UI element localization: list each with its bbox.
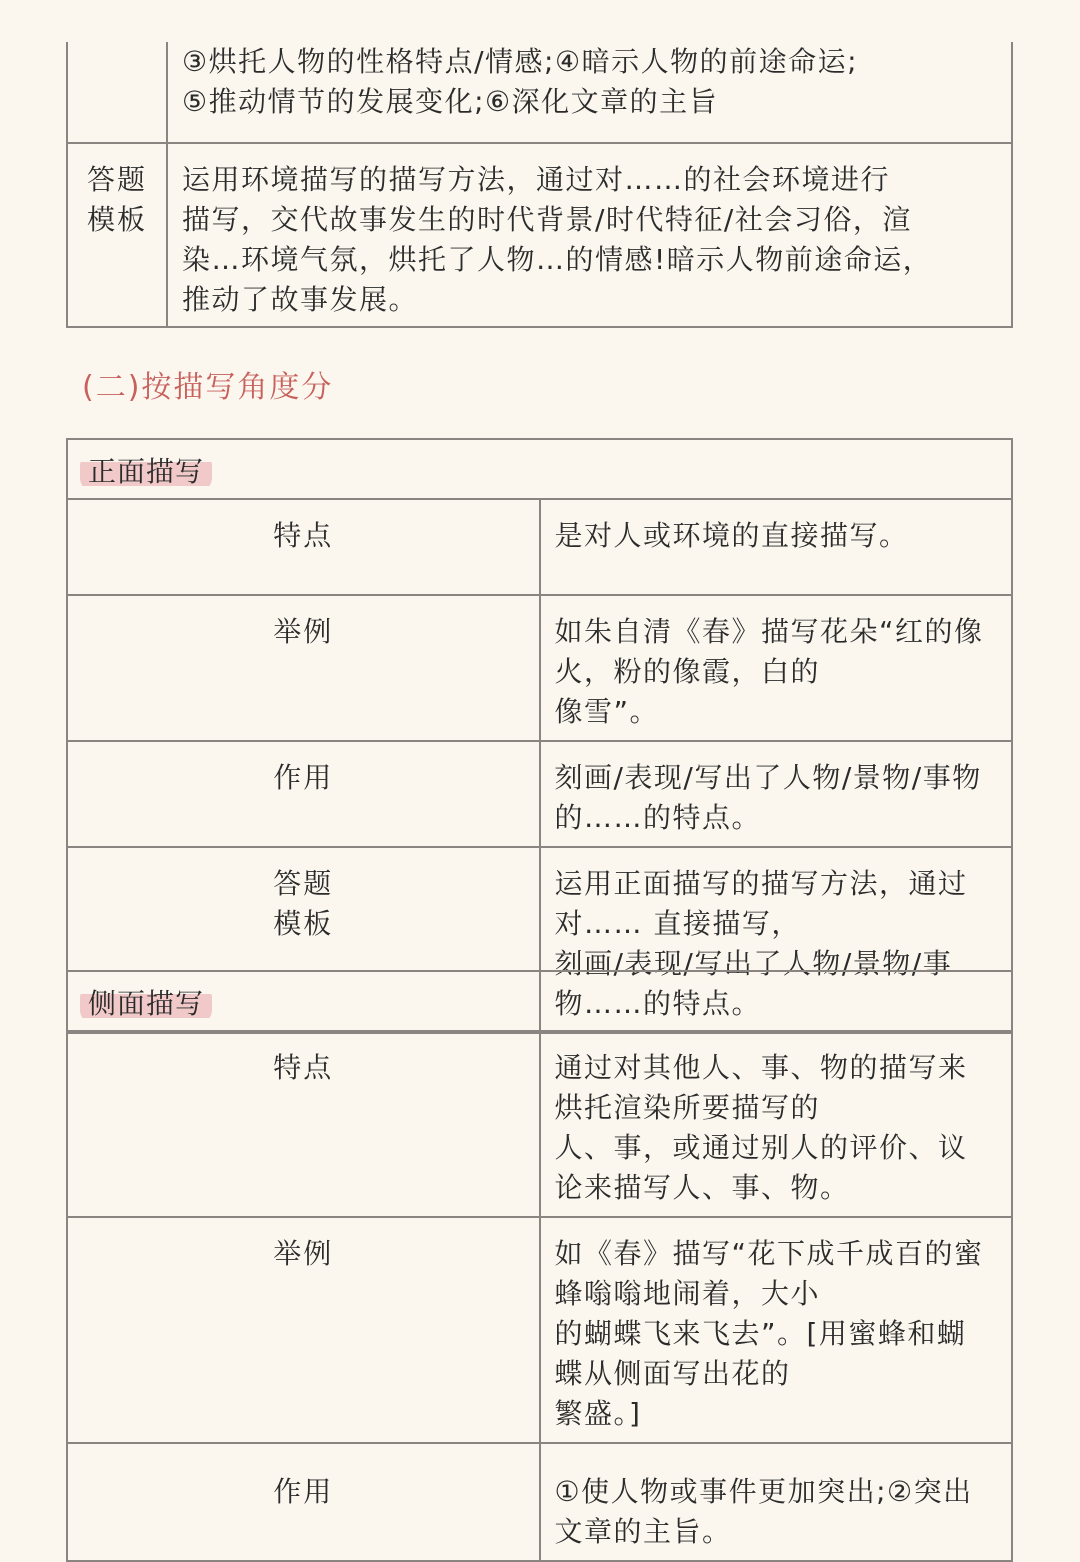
text-line: 通过对其他人、事、物的描写来烘托渲染所要描写的 <box>554 1051 968 1124</box>
text-line: 刻画/表现/写出了人物/景物/事物的……的特点。 <box>554 761 982 834</box>
table-title-row <box>67 439 1012 499</box>
table-title: 正面描写 <box>80 452 212 492</box>
side-description-table <box>66 970 1013 1562</box>
label-line: 模板 <box>86 203 147 236</box>
text-line: 如《春》描写“花下成千成百的蜜蜂嗡嗡地闹着，大小 <box>554 1237 984 1310</box>
text-line: 推动了故事发展。 <box>182 283 419 316</box>
row-content <box>540 1217 1013 1443</box>
text-line: ⑤推动情节的发展变化;⑥深化文章的主旨 <box>182 85 719 118</box>
row-content <box>540 1443 1013 1561</box>
label-line: 作用 <box>273 761 334 794</box>
table-row <box>67 1031 1012 1217</box>
text-line: 像雪”。 <box>554 695 660 728</box>
table-row <box>67 1443 1012 1561</box>
text-line: 运用正面描写的描写方法，通过对…… 直接描写， <box>554 867 968 940</box>
table-row <box>67 499 1012 595</box>
text-line: ③烘托人物的性格特点/情感;④暗示人物的前途命运; <box>182 45 859 78</box>
label-line: 特点 <box>273 1051 334 1084</box>
row-label <box>67 1031 540 1217</box>
label-line: 特点 <box>273 519 334 552</box>
table-row <box>67 42 1012 143</box>
text-line: 描写，交代故事发生的时代背景/时代特征/社会习俗，渲 <box>182 203 912 236</box>
section-heading: (二)按描写角度分 <box>82 370 334 405</box>
label-line: 举例 <box>273 615 334 648</box>
template-content <box>167 143 1012 327</box>
table-title-cell <box>67 971 1012 1031</box>
effect-content <box>167 42 1012 143</box>
row-content <box>540 499 1013 595</box>
row-label <box>67 595 540 741</box>
label-line: 举例 <box>273 1237 334 1270</box>
table-title-row <box>67 971 1012 1031</box>
table-row <box>67 741 1012 847</box>
text-line: 运用环境描写的描写方法，通过对……的社会环境进行 <box>182 163 891 196</box>
label-line: 答题 <box>273 867 334 900</box>
text-line: 染…环境气氛，烘托了人物…的情感!暗示人物前途命运， <box>182 243 933 276</box>
row-label-template <box>67 143 167 327</box>
row-label <box>67 1217 540 1443</box>
text-line: 是对人或环境的直接描写。 <box>554 519 909 552</box>
text-line: 如朱自清《春》描写花朵“红的像火，粉的像霞，白的 <box>554 615 984 688</box>
text-line: 刻画/表现/写出了人物/景物/事物……的特点。 <box>554 947 953 1020</box>
table-row <box>67 1217 1012 1443</box>
environment-description-table <box>66 42 1013 328</box>
row-label <box>67 741 540 847</box>
text-line: ①使人物或事件更加突出;②突出文章的主旨。 <box>554 1475 973 1548</box>
table-row <box>67 143 1012 327</box>
row-content <box>540 1031 1013 1217</box>
text-line: 的蝴蝶飞来飞去”。[用蜜蜂和蝴蝶从侧面写出花的 <box>554 1317 967 1390</box>
label-line: 模板 <box>273 907 334 940</box>
row-content <box>540 595 1013 741</box>
row-label <box>67 1443 540 1561</box>
label-line: 答题 <box>86 163 147 196</box>
table-title-cell <box>67 439 1012 499</box>
row-label <box>67 499 540 595</box>
row-label-empty <box>67 42 167 143</box>
text-line: 人、事，或通过别人的评价、议论来描写人、事、物。 <box>554 1131 968 1204</box>
row-content <box>540 741 1013 847</box>
front-description-table <box>66 438 1013 1034</box>
label-line: 作用 <box>273 1475 334 1508</box>
table-title: 侧面描写 <box>80 984 212 1024</box>
text-line: 繁盛。] <box>554 1397 642 1430</box>
table-row <box>67 595 1012 741</box>
